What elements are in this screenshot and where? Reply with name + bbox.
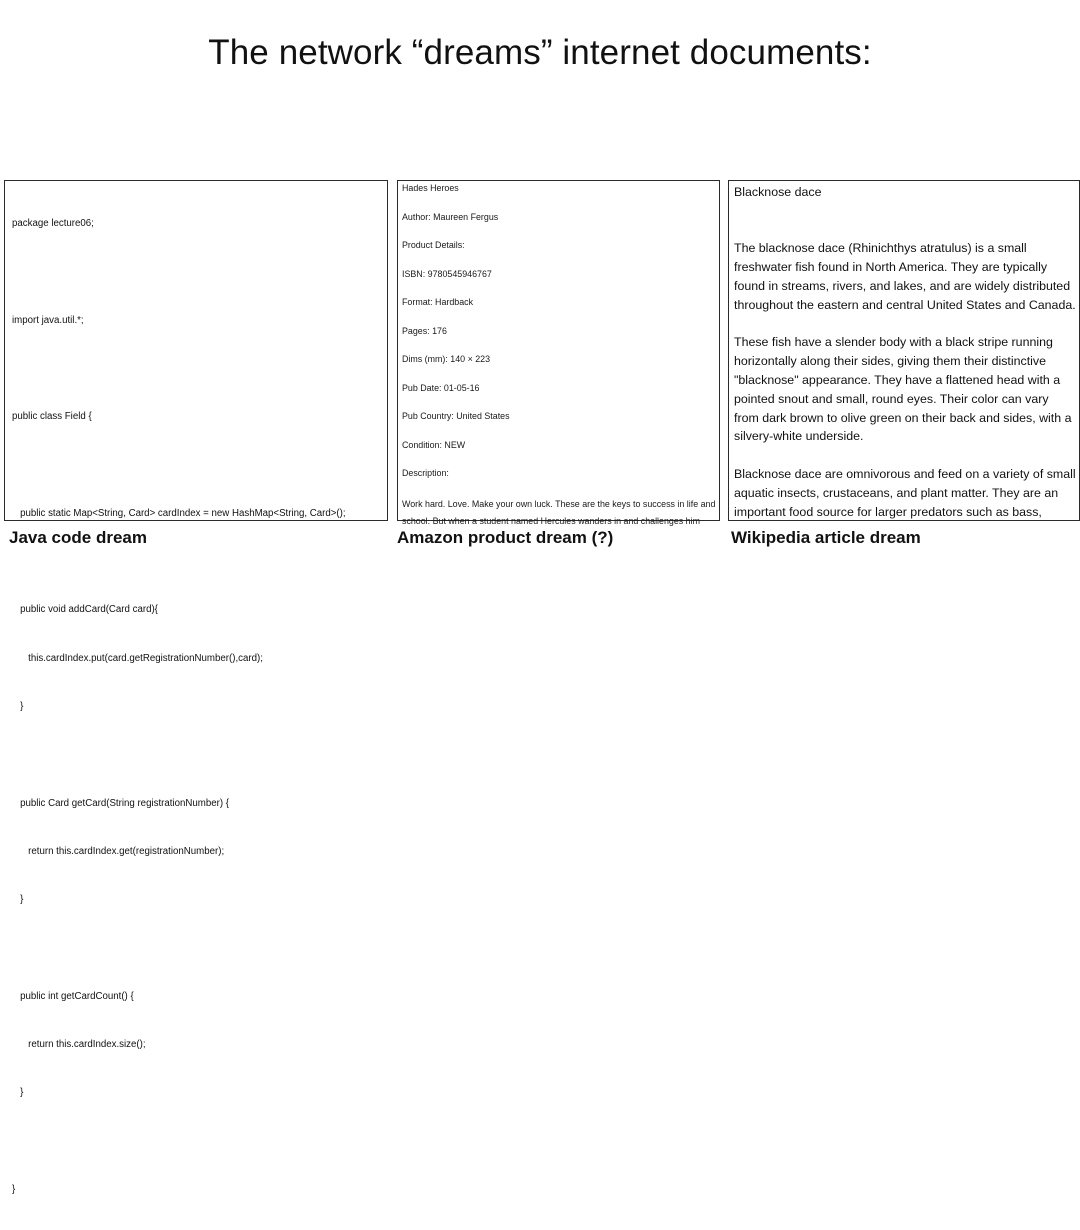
- article-line: pointed snout and small, round eyes. Their color can vary: [734, 391, 1049, 406]
- amazon-product-caption: Amazon product dream (?): [397, 528, 614, 547]
- product-details-heading: Product Details:: [402, 240, 465, 250]
- code-line: }: [12, 1087, 24, 1099]
- code-line: [12, 458, 383, 474]
- article-line: found in streams, rivers, and lakes, and are widely distributed: [734, 278, 1071, 293]
- product-pages: Pages: 176: [402, 325, 447, 336]
- product-title: Hades Heroes: [402, 183, 459, 193]
- article-line: The blacknose dace (Rhinichthys atratulus) is a small: [734, 241, 1027, 256]
- code-line: [12, 1134, 383, 1150]
- article-line: important food source for larger predators such as bass,: [734, 504, 1042, 519]
- amazon-product-panel: [397, 180, 720, 526]
- code-line: package lecture06;: [12, 218, 94, 230]
- article-line: "blacknose" appearance. They have a flattened head with a: [734, 372, 1061, 387]
- article-title: Blacknose dace: [734, 185, 822, 199]
- wikipedia-article-caption: Wikipedia article dream: [731, 528, 921, 547]
- product-description-heading: Description:: [402, 468, 449, 478]
- article-paragraph-intro: [734, 239, 1079, 314]
- code-line: [12, 554, 383, 570]
- code-line: }: [12, 1183, 16, 1195]
- code-line: }: [12, 701, 24, 712]
- wikipedia-article-body: [734, 183, 1079, 521]
- product-author: Author: Maureen Fergus: [402, 211, 499, 222]
- code-line: public Card getCard(String registrationNumber) {: [12, 797, 229, 809]
- code-line: [12, 264, 383, 280]
- amazon-product-listing: [402, 181, 719, 530]
- code-line: return this.cardIndex.get(registrationNumber);: [12, 845, 225, 857]
- article-line: aquatic insects, crustaceans, and plant matter. They are an: [734, 485, 1059, 500]
- article-line: silvery-white underside.: [734, 429, 864, 444]
- code-line: [12, 747, 383, 763]
- java-code-block: [12, 184, 383, 1230]
- article-line: throughout the eastern and central United States and Canada.: [734, 297, 1076, 312]
- code-line: return this.cardIndex.size();: [12, 1038, 146, 1050]
- wikipedia-article-panel: [728, 180, 1080, 521]
- code-line: public class Field {: [12, 411, 92, 423]
- article-line: Blacknose dace are omnivorous and feed on a variety of small: [734, 466, 1076, 481]
- article-paragraph-appearance: [734, 333, 1079, 446]
- code-line: public static Map<String, Card> cardIndex = new HashMap<String, Card>();: [12, 507, 346, 519]
- product-pub-date: Pub Date: 01-05-16: [402, 382, 480, 393]
- product-dimensions: Dims (mm): 140 × 223: [402, 354, 491, 364]
- product-description-line: Work hard. Love. Make your own luck. These are the keys to success in life and: [402, 498, 716, 509]
- code-line: public int getCardCount() {: [12, 990, 134, 1002]
- code-line: import java.util.*;: [12, 314, 84, 326]
- code-line: }: [12, 894, 24, 906]
- article-line: These fish have a slender body with a black stripe running: [734, 335, 1053, 350]
- article-line: horizontally along their sides, giving them their distinctive: [734, 354, 1046, 369]
- product-format: Format: Hardback: [402, 297, 474, 307]
- code-line: this.cardIndex.put(card.getRegistrationNumber(),card);: [12, 652, 263, 664]
- article-paragraph-diet: [734, 465, 1079, 521]
- code-line: [12, 940, 383, 956]
- product-condition: Condition: NEW: [402, 439, 466, 450]
- product-description-line: school. But when a student named Hercules wanders in and challenges him: [402, 516, 700, 526]
- product-pub-country: Pub Country: United States: [402, 411, 510, 421]
- article-line: freshwater fish found in North America. They are typically: [734, 260, 1048, 275]
- code-line: public void addCard(Card card){: [12, 604, 158, 616]
- article-line: from dark brown to olive green on their back and sides, with a: [734, 410, 1072, 425]
- slide-title: The network “dreams” internet documents:: [208, 33, 872, 72]
- product-isbn: ISBN: 9780545946767: [402, 268, 492, 279]
- code-line: [12, 361, 383, 377]
- java-code-caption: Java code dream: [9, 528, 147, 547]
